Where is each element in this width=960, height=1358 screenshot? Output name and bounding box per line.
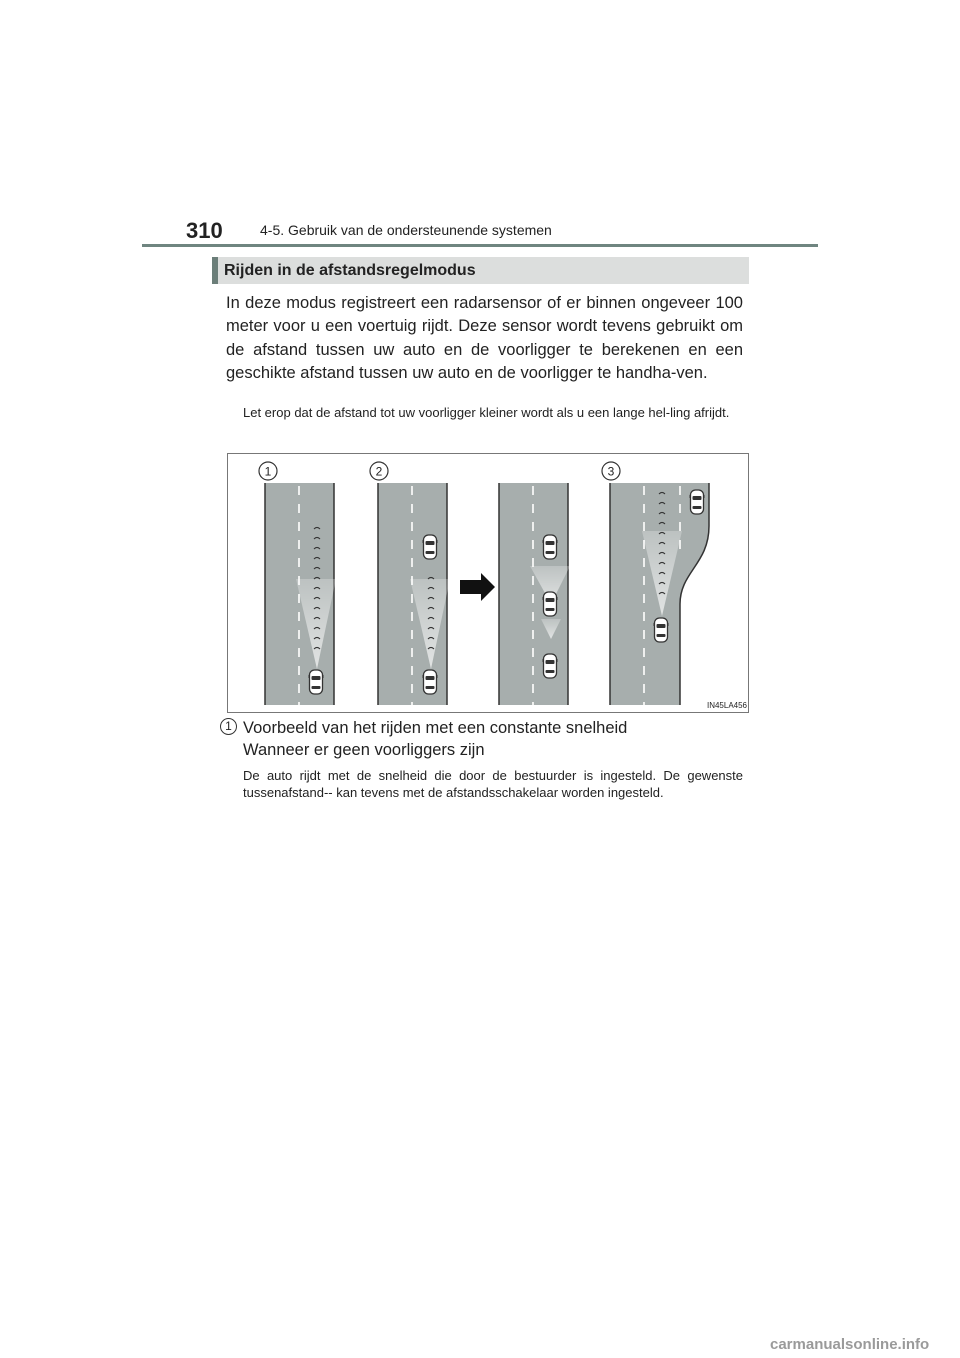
road-scene-1 [265, 483, 336, 705]
section-body-text: In deze modus registreert een radarsensor of er binnen ongeveer 100 meter voor u een voertuig rijdt. Deze sensor wordt tevens gebruikt om de afstand tussen uw auto en de voorligger te berekenen en een geschikte afstand tussen uw auto en de voorligger te handha-ven. [226, 294, 743, 383]
figure-marker-2 [370, 462, 388, 480]
figure-code: IN45LA456 [706, 701, 747, 710]
car-icon [543, 592, 558, 616]
car-icon [543, 654, 558, 678]
car-icon [543, 535, 558, 559]
radar-illustration [227, 453, 749, 713]
section-note: Let erop dat de afstand tot uw voorligger kleiner wordt als u een lange hel-ling afrijdt. [243, 405, 730, 420]
item-subtitle: Wanneer er geen voorliggers zijn [243, 741, 485, 759]
car-icon [309, 670, 324, 694]
road-scene-3 [499, 483, 570, 705]
road-scene-2 [378, 483, 450, 705]
page-number: 310 [186, 218, 223, 243]
car-icon [690, 490, 705, 514]
item-number-marker: 1 [220, 718, 237, 735]
section-title: Rijden in de afstandsregelmodus [224, 262, 476, 279]
header-divider [142, 244, 818, 247]
svg-text:3: 3 [607, 464, 615, 479]
chapter-title: 4-5. Gebruik van de ondersteunende systemen [260, 222, 552, 238]
item-title: Voorbeeld van het rijden met een constante snelheid [243, 719, 628, 737]
figure-marker-1 [259, 462, 277, 480]
road-scene-4 [610, 483, 709, 705]
car-icon [423, 670, 438, 694]
arrow-right-icon [460, 573, 495, 601]
svg-text:2: 2 [375, 464, 383, 479]
watermark: carmanualsonline.info [770, 1336, 930, 1353]
section-heading-accent [212, 257, 218, 284]
item-description: De auto rijdt met de snelheid die door de bestuurder is ingesteld. De gewenste tussenafstand-- kan tevens met de afstandsschakelaar worden ingesteld. [243, 768, 743, 800]
figure-marker-3 [602, 462, 620, 480]
car-icon [423, 535, 438, 559]
car-icon [654, 618, 669, 642]
page-header [0, 0, 960, 250]
svg-text:1: 1 [264, 464, 272, 479]
